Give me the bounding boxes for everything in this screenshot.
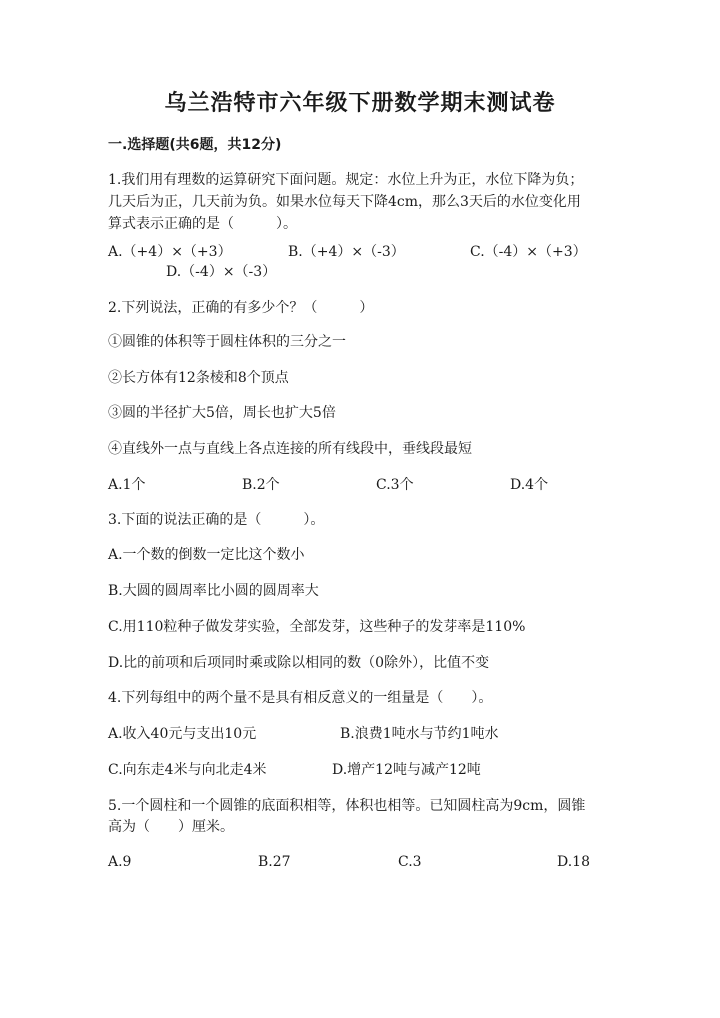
option-c: C.3个 <box>376 477 414 493</box>
question-text: 3.下面的说法正确的是（ ）。 <box>108 512 325 528</box>
option-d: D.比的前项和后项同时乘或除以相同的数（0除外），比值不变 <box>108 655 490 671</box>
option-a: A.1个 <box>108 477 146 493</box>
option-b: B.27 <box>258 854 291 870</box>
question-text: 几天后为正，几天前为负。如果水位每天下降4cm，那么3天后的水位变化用 <box>108 194 581 210</box>
option-c: C.用110粒种子做发芽实验，全部发芽，这些种子的发芽率是110% <box>108 619 526 635</box>
option-c: C.（-4）×（+3） <box>470 244 587 260</box>
option-b: B.大圆的圆周率比小圆的圆周率大 <box>108 583 319 599</box>
question-text: 1.我们用有理数的运算研究下面问题。规定：水位上升为正，水位下降为负； <box>108 172 584 188</box>
option-a: A.（+4）×（+3） <box>108 244 232 260</box>
statement-2: ②长方体有12条棱和8个顶点 <box>108 370 289 386</box>
option-b: B.（+4）×（-3） <box>288 244 405 260</box>
option-c: C.3 <box>398 854 422 870</box>
question-text: 算式表示正确的是（ ）。 <box>108 216 297 232</box>
section-heading: 一.选择题(共6题，共12分) <box>108 137 282 153</box>
question-text: 2.下列说法，正确的有多少个？（ ） <box>108 300 374 316</box>
page-title: 乌兰浩特市六年级下册数学期末测试卷 <box>164 91 556 116</box>
statement-3: ③圆的半径扩大5倍，周长也扩大5倍 <box>108 405 336 421</box>
question-text: 4.下列每组中的两个量不是具有相反意义的一组量是（ ）。 <box>108 690 493 706</box>
option-a: A.收入40元与支出10元 <box>108 726 257 742</box>
option-d: D.增产12吨与减产12吨 <box>332 762 481 778</box>
statement-1: ①圆锥的体积等于圆柱体积的三分之一 <box>108 334 346 350</box>
option-b: B.浪费1吨水与节约1吨水 <box>340 726 499 742</box>
option-c: C.向东走4米与向北走4米 <box>108 762 267 778</box>
option-d: D.18 <box>557 854 590 870</box>
question-text: 高为（ ）厘米。 <box>108 819 234 835</box>
option-a: A.9 <box>108 854 132 870</box>
option-d: D.4个 <box>510 477 549 493</box>
question-text: 5.一个圆柱和一个圆锥的底面积相等，体积也相等。已知圆柱高为9cm，圆锥 <box>108 798 586 814</box>
option-b: B.2个 <box>242 477 280 493</box>
option-d: D.（-4）×（-3） <box>166 264 277 280</box>
option-a: A.一个数的倒数一定比这个数小 <box>108 547 305 563</box>
statement-4: ④直线外一点与直线上各点连接的所有线段中，垂线段最短 <box>108 441 472 457</box>
